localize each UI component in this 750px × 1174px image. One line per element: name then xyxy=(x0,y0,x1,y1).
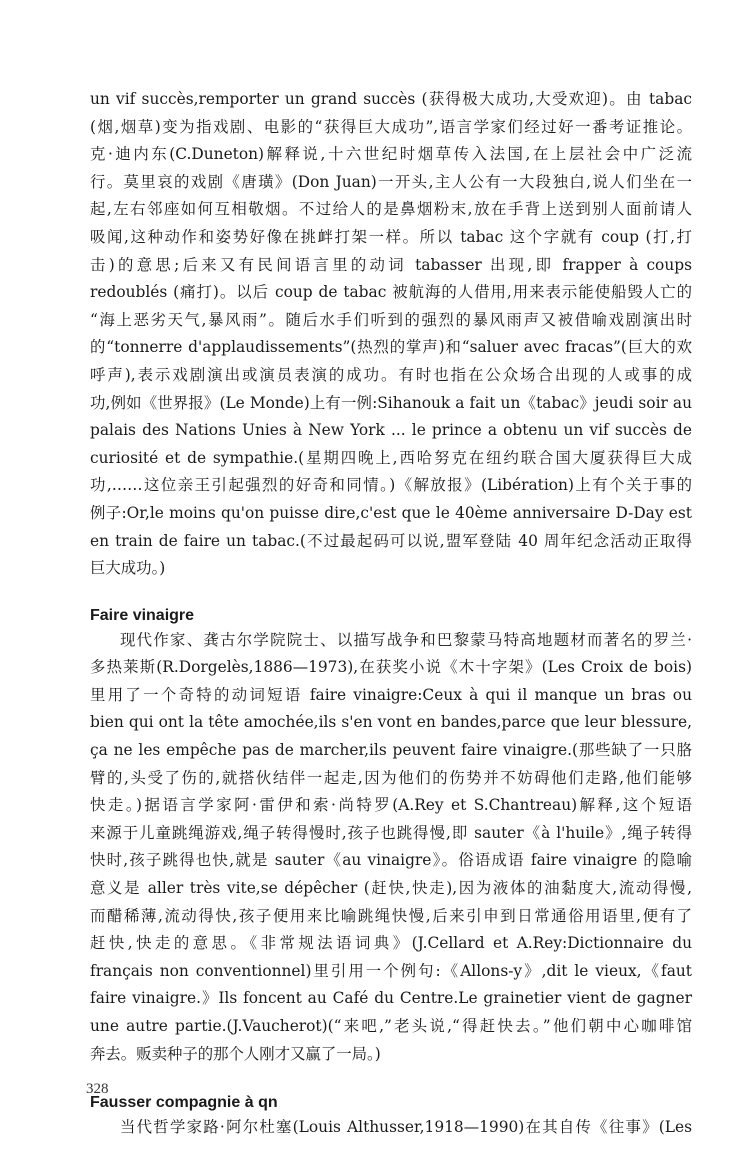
text-line: 臂的,头受了伤的,就搭伙结伴一起走,因为他们的伤势并不妨碍他们走路,他们能够 xyxy=(90,768,692,787)
text-line: 里用了一个奇特的动词短语 faire vinaigre:Ceux à qui il manque un bras ou xyxy=(90,685,692,704)
text-line: 现代作家、龚古尔学院院士、以描写战争和巴黎蒙马特高地题材而著名的罗兰· xyxy=(120,630,692,649)
text-line: palais des Nations Unies à New York ... le prince a obtenu un vif succès de xyxy=(90,421,692,440)
text-line: 行。莫里哀的戏剧《唐璜》(Don Juan)一开头,主人公有一大段独白,说人们坐在一 xyxy=(90,172,692,191)
text-line: 功,例如《世界报》(Le Monde)上有一例:Sihanouk a fait un《tabac》jeudi soir au xyxy=(90,393,692,412)
page-number: 328 xyxy=(86,1081,109,1097)
text-line: 的“tonnerre d'applaudissements”(热烈的掌声)和“saluer avec fracas”(巨大的欢 xyxy=(90,338,692,357)
text-line: “海上恶劣天气,暴风雨”。随后水手们听到的强烈的暴风雨声又被借喻戏剧演出时 xyxy=(90,310,692,329)
text-line: 克·迪内东(C.Duneton)解释说,十六世纪时烟草传入法国,在上层社会中广泛流 xyxy=(90,145,692,164)
text-line: 奔去。贩卖种子的那个人刚才又赢了一局。) xyxy=(90,1044,381,1063)
text-line: français non conventionnel)里引用一个例句:《Allons-y》,dit le vieux,《faut xyxy=(90,961,692,980)
section-heading-faire-vinaigre: Faire vinaigre xyxy=(90,606,195,624)
text-line: 快走。)据语言学家阿·雷伊和索·尚特罗(A.Rey et S.Chantreau)解释,这个短语 xyxy=(90,796,692,815)
text-line: 来源于儿童跳绳游戏,绳子转得慢时,孩子也跳得慢,即 sauter《à l'huile》,绳子转得 xyxy=(90,823,692,842)
text-line: 巨大成功。) xyxy=(90,559,166,578)
text-line: 例子:Or,le moins qu'on puisse dire,c'est que le 40ème anniversaire D-Day est xyxy=(90,503,692,522)
text-line: curiosité et de sympathie.(星期四晚上,西哈努克在纽约联合国大厦获得巨大成 xyxy=(90,448,692,467)
text-line: ça ne les empêche pas de marcher,ils peuvent faire vinaigre.(那些缺了一只胳 xyxy=(90,741,692,760)
text-line: (烟,烟草)变为指戏剧、电影的“获得巨大成功”,语言学家们经过好一番考证推论。 xyxy=(90,117,692,136)
text-line: 赶快,快走的意思。《非常规法语词典》(J.Cellard et A.Rey:Dictionnaire du xyxy=(90,934,692,953)
text-line: 击)的意思;后来又有民间语言里的动词 tabasser 出现,即 frapper à coups xyxy=(90,255,692,274)
text-line: un vif succès,remporter un grand succès (获得极大成功,大受欢迎)。由 tabac xyxy=(90,90,692,108)
text-line: 呼声),表示戏剧演出或演员表演的成功。有时也指在公众场合出现的人或事的成 xyxy=(90,365,692,384)
text-line: 而醋稀薄,流动得快,孩子便用来比喻跳绳快慢,后来引申到日常通俗用语里,便有了 xyxy=(90,906,692,925)
paragraph-fausser-compagnie xyxy=(90,1114,692,1142)
text-line: 意义是 aller très vite,se dépêcher (赶快,快走),因为液体的油黏度大,流动得慢, xyxy=(90,879,692,898)
section-heading-fausser-compagnie: Fausser compagnie à qn xyxy=(90,1094,278,1112)
text-line: une autre partie.(J.Vaucherot)(“来吧,”老头说,“得赶快去。”他们朝中心咖啡馆 xyxy=(90,1017,692,1035)
text-line: 当代哲学家路·阿尔杜塞(Louis Althusser,1918—1990)在其自传《往事》(Les xyxy=(120,1118,692,1137)
text-line: 快时,孩子跳得也快,就是 sauter《au vinaigre》。俗语成语 faire vinaigre 的隐喻 xyxy=(90,851,692,870)
text-line: 多热莱斯(R.Dorgelès,1886—1973),在获奖小说《木十字架》(Les Croix de bois) xyxy=(90,658,692,677)
text-line: 吸闻,这种动作和姿势好像在挑衅打架一样。所以 tabac 这个字就有 coup (打,打 xyxy=(90,227,692,246)
text-line: faire vinaigre.》Ils foncent au Café du Centre.Le grainetier vient de gagner xyxy=(90,989,692,1008)
document-page xyxy=(90,86,692,1142)
text-line: en train de faire un tabac.(不过最起码可以说,盟军登陆 40 周年纪念活动正取得 xyxy=(90,531,692,550)
paragraph-tabac xyxy=(90,86,692,583)
text-line: redoublés (痛打)。以后 coup de tabac 被航海的人借用,用来表示能使船毁人亡的 xyxy=(90,283,692,302)
text-line: 起,左右邻座如何互相敬烟。不过给人的是鼻烟粉末,放在手背上送到别人面前请人 xyxy=(90,200,692,219)
text-line: bien qui ont la tête amochée,ils s'en vont en bandes,parce que leur blessure, xyxy=(90,713,692,732)
paragraph-faire-vinaigre xyxy=(90,627,692,1069)
text-line: 功,……这位亲王引起强烈的好奇和同情。)《解放报》(Libération)上有个关于事的 xyxy=(90,476,692,495)
